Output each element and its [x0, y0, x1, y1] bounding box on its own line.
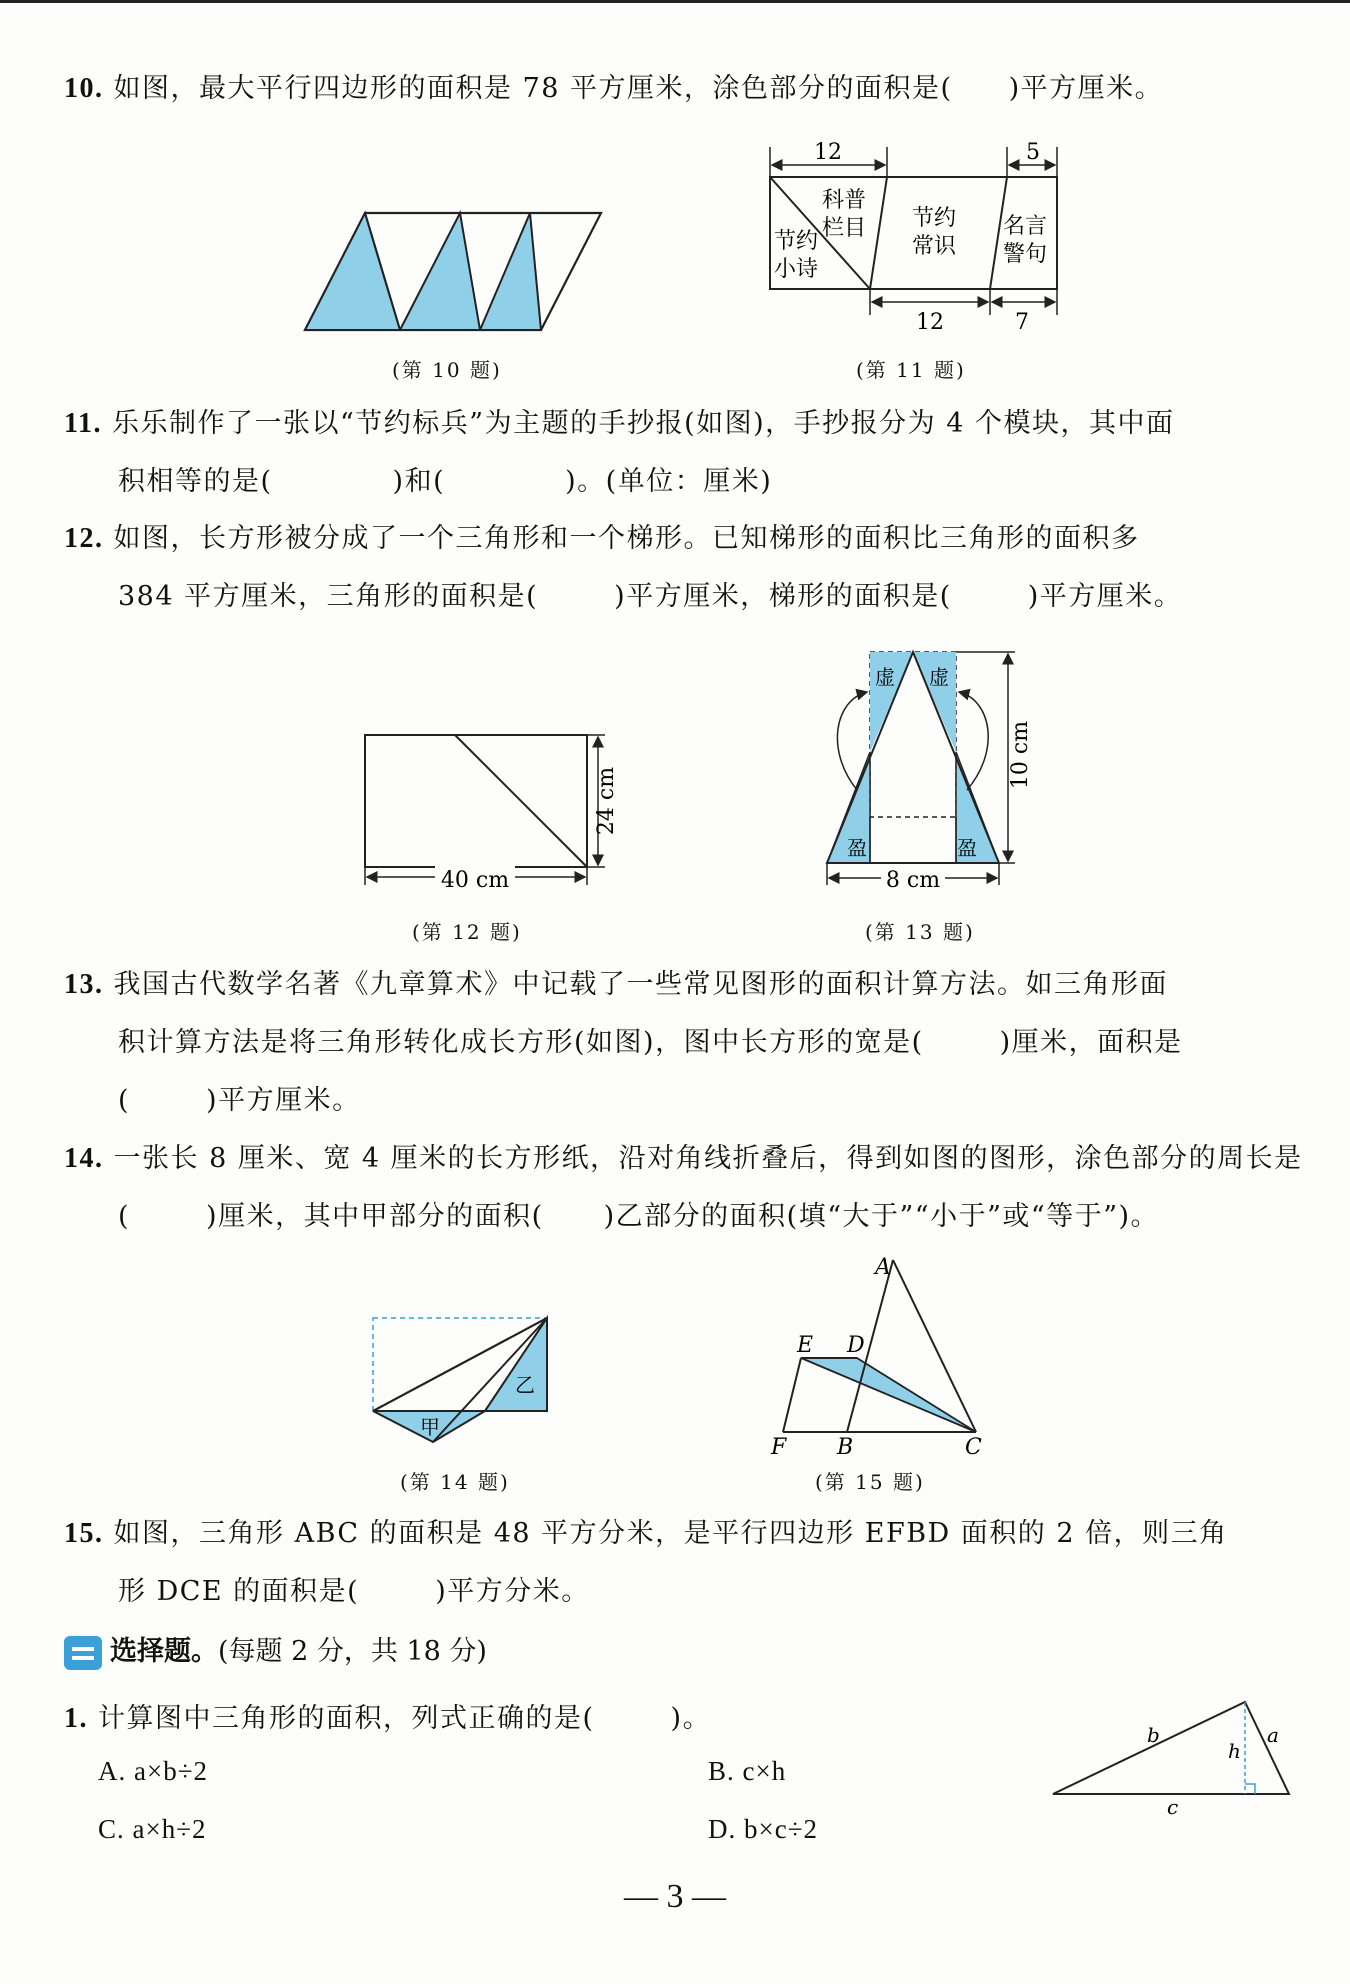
caption-10: (第 10 题) — [392, 358, 502, 382]
vertex-d: D — [847, 1333, 865, 1358]
xu-right: 虚 — [929, 665, 949, 689]
width-label: 40 cm — [440, 868, 510, 893]
region-yi — [485, 1318, 547, 1411]
svg-text:常识: 常识 — [912, 234, 957, 259]
question-11: 11. 乐乐制作了一张以“节约标兵”为主题的手抄报(如图)，手抄报分为 4 个模块，其中面 积相等的是( )和( )。(单位：厘米) — [64, 408, 1175, 497]
module-3-label: 节约 — [912, 206, 957, 231]
vertex-a: A — [875, 1255, 891, 1280]
figure-13 — [815, 640, 1045, 900]
option-c[interactable]: C. a×h÷2 — [98, 1814, 207, 1844]
figure-11 — [760, 135, 1070, 340]
figure-15 — [765, 1252, 995, 1462]
top-rule — [0, 0, 1350, 3]
question-10: 10. 如图，最大平行四边形的面积是 78 平方厘米，涂色部分的面积是( )平方厘米。 — [64, 73, 1164, 104]
xu-left: 虚 — [875, 665, 895, 689]
svg-text:小诗: 小诗 — [774, 257, 819, 282]
figure-mc1-triangle — [1045, 1690, 1295, 1820]
height-label: 10 cm — [1008, 720, 1033, 790]
dim-top-right: 5 — [1026, 140, 1040, 165]
dim-top-left: 12 — [814, 140, 842, 165]
question-number: 10. — [64, 73, 104, 104]
module-1-label: 节约 — [774, 229, 819, 254]
label-jia: 甲 — [420, 1415, 440, 1439]
dim-bottom-mid: 12 — [916, 310, 944, 335]
vertex-e: E — [797, 1333, 814, 1358]
module-4-label: 名言 — [1003, 214, 1048, 239]
ying-right: 盈 — [957, 836, 977, 860]
shaded-triangle — [400, 213, 480, 330]
section-2-header: 选择题。(每题 2 分，共 18 分) — [64, 1632, 487, 1672]
width-label: 8 cm — [885, 868, 941, 893]
figure-14 — [365, 1310, 555, 1450]
question-15: 15. 如图，三角形 ABC 的面积是 48 平方分米，是平行四边形 EFBD 面积的 2 倍，则三角 形 DCE 的面积是( )平方分米。 — [64, 1518, 1228, 1607]
side-a: a — [1267, 1723, 1279, 1747]
ying-left: 盈 — [847, 836, 867, 860]
mc-question-1: 1. 计算图中三角形的面积，列式正确的是( )。 — [64, 1703, 712, 1734]
question-12: 12. 如图，长方形被分成了一个三角形和一个梯形。已知梯形的面积比三角形的面积多 384 平方厘米，三角形的面积是( )平方厘米，梯形的面积是( )平方厘米。 — [64, 523, 1183, 612]
figure-10 — [300, 205, 610, 335]
height-h: h — [1228, 1739, 1241, 1763]
figure-12 — [355, 725, 625, 900]
page-number: — 3 — — [624, 1878, 726, 1915]
option-d[interactable]: D. b×c÷2 — [708, 1814, 819, 1844]
label-yi: 乙 — [515, 1373, 535, 1397]
caption-14: (第 14 题) — [400, 1470, 510, 1494]
height-label: 24 cm — [594, 766, 619, 836]
caption-11: (第 11 题) — [856, 358, 966, 382]
option-a[interactable]: A. a×b÷2 — [98, 1756, 209, 1786]
shaded-triangle-dce — [801, 1358, 976, 1432]
caption-12: (第 12 题) — [412, 920, 522, 944]
base-c: c — [1167, 1795, 1179, 1819]
caption-13: (第 13 题) — [865, 920, 975, 944]
vertex-c: C — [965, 1435, 982, 1460]
question-14: 14. 一张长 8 厘米、宽 4 厘米的长方形纸，沿对角线折叠后，得到如图的图形，涂色部分的周长是 ( )厘米，其中甲部分的面积( )乙部分的面积(填“大于”“小于”或“等于”)。 — [64, 1143, 1303, 1232]
side-b: b — [1147, 1723, 1160, 1747]
vertex-f: F — [771, 1435, 787, 1460]
svg-text:警句: 警句 — [1003, 242, 1048, 267]
module-2-label: 科普 — [822, 188, 867, 213]
shaded-triangle — [480, 213, 541, 330]
caption-15: (第 15 题) — [815, 1470, 925, 1494]
question-13: 13. 我国古代数学名著《九章算术》中记载了一些常见图形的面积计算方法。如三角形面 积计算方法是将三角形转化成长方形(如图)，图中长方形的宽是( )厘米，面积是 ( )平方厘米。 — [64, 969, 1183, 1116]
shaded-triangle — [305, 213, 400, 330]
svg-text:栏目: 栏目 — [822, 216, 867, 241]
dim-bottom-right: 7 — [1015, 310, 1029, 335]
section-number-icon — [64, 1636, 102, 1670]
vertex-b: B — [837, 1435, 854, 1460]
option-b[interactable]: B. c×h — [708, 1756, 787, 1786]
